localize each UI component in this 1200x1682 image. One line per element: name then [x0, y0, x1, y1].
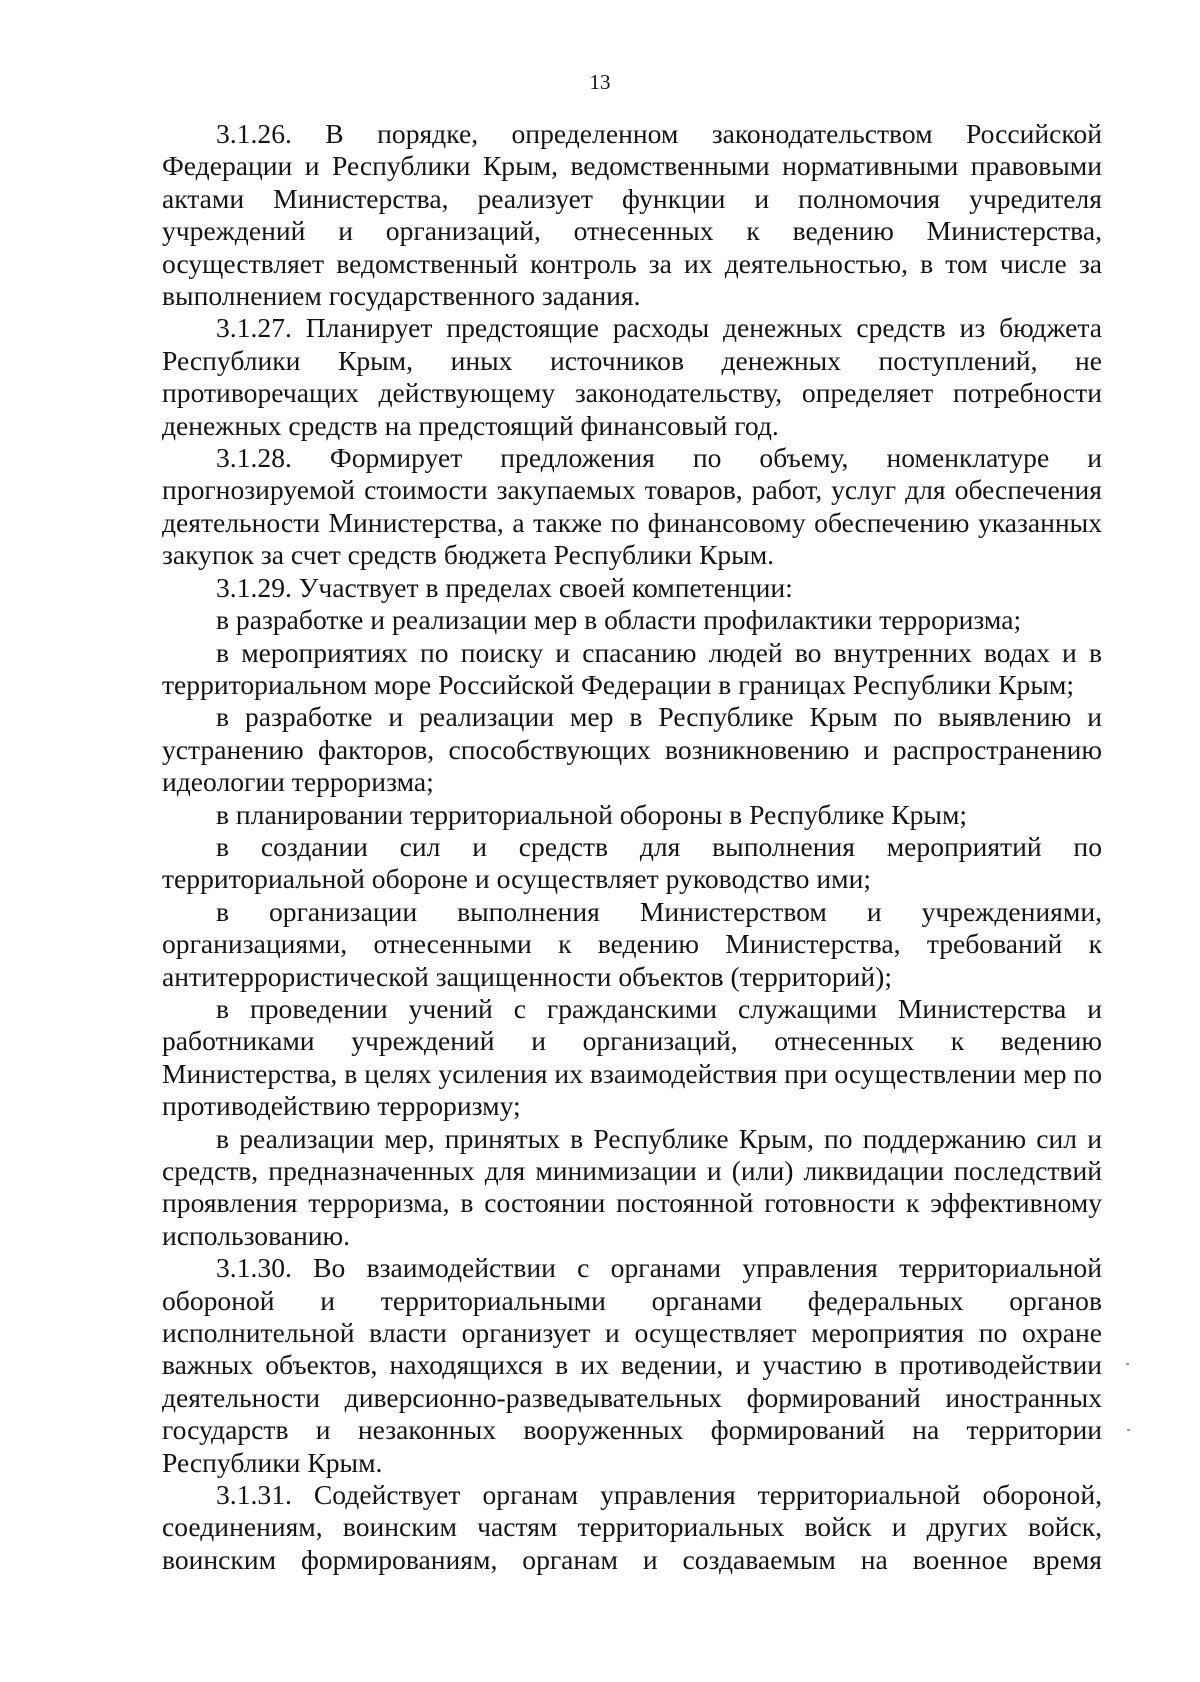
list-item-antiterrorist-security: в организации выполнения Министерством и учреждениями, организациями, отнесенными к ведению Министерства, требований к антитеррористической защищенности объектов (территорий);	[162, 895, 1102, 992]
list-item-readiness: в реализации мер, принятых в Республике Крым, по поддержанию сил и средств, предназначенных для минимизации и (или) ликвидации последствий проявления терроризма, в состоянии постоянной готовности к эффективному использованию.	[162, 1122, 1102, 1251]
scan-artifact-dot	[1127, 1429, 1130, 1431]
list-item-territorial-defense-planning: в планировании территориальной обороны в Республике Крым;	[216, 798, 968, 830]
list-item-search-rescue: в мероприятиях по поиску и спасанию людей во внутренних водах и в территориальном море Российской Федерации в границах Республики Крым;	[162, 636, 1102, 700]
paragraph-3-1-31: 3.1.31. Содействует органам управления территориальной обороной, соединениям, воинским частям территориальных войск и других войск, воинским формированиям, органам и создаваемым на военное время	[162, 1479, 1102, 1575]
paragraph-3-1-30: 3.1.30. Во взаимодействии с органами управления территориальной обороной и территориальными органами федеральных органов исполнительной власти организует и осуществляет мероприятия по охране важных объектов, находящихся в их ведении, и участию в противодействии деятельности диверсионно-разведывательных формирований иностранных государств и незаконных вооруженных формирований на территории Республики Крым.	[162, 1252, 1102, 1478]
list-item-forces-creation: в создании сил и средств для выполнения мероприятий по территориальной обороне и осуществляет руководство ими;	[162, 830, 1102, 895]
paragraph-3-1-28: 3.1.28. Формирует предложения по объему, номенклатуре и прогнозируемой стоимости закупаемых товаров, работ, услуг для обеспечения деятельности Министерства, а также по финансовому обеспечению указанных закупок за счет средств бюджета Республики Крым.	[162, 442, 1102, 571]
list-item-terrorism-prevention: в разработке и реализации мер в области профилактики терроризма;	[216, 604, 1022, 636]
scan-artifact-dot	[1126, 1363, 1129, 1365]
list-item-ideology-factors: в разработке и реализации мер в Республике Крым по выявлению и устранению факторов, способствующих возникновению и распространению идеологии терроризма;	[162, 701, 1102, 798]
paragraph-3-1-27: 3.1.27. Планирует предстоящие расходы денежных средств из бюджета Республики Крым, иных источников денежных поступлений, не противоречащих действующему законодательству, определяет потребности денежных средств на предстоящий финансовый год.	[162, 312, 1102, 441]
list-item-exercises: в проведении учений с гражданскими служащими Министерства и работниками учреждений и организаций, отнесенных к ведению Министерства, в целях усиления их взаимодействия при осуществлении мер по противодействию терроризму;	[162, 992, 1102, 1122]
paragraph-3-1-29: 3.1.29. Участвует в пределах своей компетенции:	[216, 571, 793, 603]
document-body	[162, 118, 1102, 1576]
page-number: 13	[589, 70, 611, 94]
paragraph-3-1-26: 3.1.26. В порядке, определенном законодательством Российской Федерации и Республики Крым, ведомственными нормативными правовыми актами Министерства, реализует функции и полномочия учредителя учреждений и организаций, отнесенных к ведению Министерства, осуществляет ведомственный контроль за их деятельностью, в том числе за выполнением государственного задания.	[162, 118, 1102, 312]
